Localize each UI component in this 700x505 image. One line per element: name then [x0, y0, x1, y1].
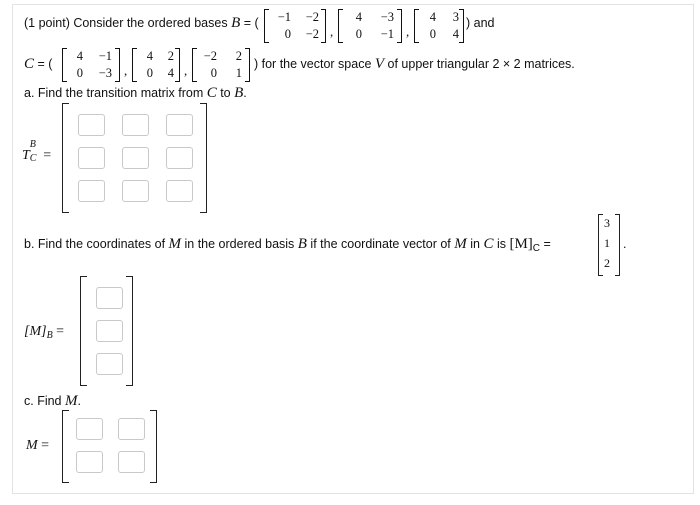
answer-input-a-r3c1[interactable] — [78, 180, 105, 202]
part-b-text: b. Find the coordinates of — [24, 237, 169, 251]
answer-input-c-r2c2[interactable] — [118, 451, 145, 473]
answer-input-a-r1c1[interactable] — [78, 114, 105, 136]
answer-input-a-r3c3[interactable] — [166, 180, 193, 202]
label-M: M — [26, 438, 38, 453]
period: . — [243, 86, 247, 100]
to-text: to — [216, 86, 235, 100]
answer-input-b-2[interactable] — [96, 320, 123, 342]
answer-input-c-r2c1[interactable] — [76, 451, 103, 473]
coordinates-B-label — [24, 324, 64, 341]
label-M: [M] — [24, 324, 47, 339]
part-b-text: in — [466, 237, 484, 251]
symbol-B: B — [297, 236, 307, 252]
upper-triangular-text: of upper triangular 2 × 2 matrices. — [384, 57, 575, 71]
symbol-B: B — [234, 85, 244, 101]
matrix-cell: 4 — [355, 10, 362, 24]
matrix-cell: −2 — [305, 27, 319, 41]
matrix-cell: 4 — [429, 10, 436, 24]
basis-C-label — [24, 56, 52, 72]
coord-vector-entry: 2 — [604, 256, 610, 270]
symbol-C: C — [483, 236, 494, 252]
part-b-text: in the ordered basis — [181, 237, 298, 251]
matrix-cell: −3 — [380, 10, 394, 24]
basis-B-matrix-1 — [264, 9, 326, 43]
label-sub: B — [46, 330, 53, 341]
matrix-left-bracket — [62, 103, 69, 213]
answer-input-a-r2c3[interactable] — [166, 147, 193, 169]
part-b-prompt — [24, 236, 551, 257]
basis-B-matrix-2 — [338, 9, 402, 43]
matrix-cell: −2 — [305, 10, 319, 24]
equals-sign: = — [39, 148, 52, 163]
equals-sign: = — [52, 324, 65, 339]
matrix-cell: 0 — [210, 66, 217, 80]
coord-label-sub: C — [532, 243, 541, 254]
symbol-M: M — [168, 236, 182, 252]
answer-input-a-r2c2[interactable] — [122, 147, 149, 169]
coord-vector-right-bracket — [615, 214, 620, 276]
symbol-V: V — [374, 56, 385, 72]
matrix-cell: −3 — [98, 66, 112, 80]
part-a-text: a. Find the transition matrix from — [24, 86, 207, 100]
comma: , — [330, 24, 334, 39]
basis-C-matrix-2 — [132, 48, 180, 82]
symbol-B: B — [231, 15, 241, 31]
basis-C-matrix-3 — [192, 48, 250, 82]
vector-space-text: ) for the vector space — [254, 57, 375, 71]
symbol-M: M — [454, 236, 467, 252]
matrix-cell: 0 — [429, 27, 436, 41]
vector-right-bracket — [126, 276, 133, 386]
matrix-cell: −1 — [98, 49, 112, 63]
label-sup: B — [29, 139, 36, 150]
problem-intro-line — [24, 15, 259, 31]
answer-input-b-3[interactable] — [96, 353, 123, 375]
coord-vector-left-bracket — [598, 214, 603, 276]
period: . — [77, 394, 81, 408]
M-answer-label — [26, 438, 49, 454]
matrix-cell: −1 — [380, 27, 394, 41]
basis-C-matrix-1 — [62, 48, 120, 82]
comma: , — [184, 63, 188, 78]
part-b-text: if the coordinate vector of — [306, 237, 455, 251]
symbol-C: C — [24, 56, 35, 72]
answer-input-a-r3c2[interactable] — [122, 180, 149, 202]
equals-sign: = — [37, 438, 50, 453]
part-c-prompt — [24, 393, 81, 409]
matrix-cell: 4 — [76, 49, 83, 63]
matrix-cell: 0 — [284, 27, 291, 41]
matrix-cell: 0 — [146, 66, 153, 80]
comma: , — [124, 63, 128, 78]
matrix-cell: 4 — [167, 66, 174, 80]
coord-label: [M] — [509, 236, 533, 252]
answer-input-b-1[interactable] — [96, 287, 123, 309]
matrix-cell: 2 — [235, 49, 242, 63]
matrix-cell: 3 — [452, 10, 459, 24]
answer-input-a-r1c3[interactable] — [166, 114, 193, 136]
matrix-cell: 0 — [76, 66, 83, 80]
matrix-cell: −2 — [203, 49, 217, 63]
vector-space-line — [254, 56, 575, 72]
matrix-cell: 4 — [452, 27, 459, 41]
answer-input-c-r1c1[interactable] — [76, 418, 103, 440]
matrix-cell: 4 — [146, 49, 153, 63]
matrix-cell: 2 — [167, 49, 174, 63]
matrix-left-bracket — [62, 410, 69, 483]
comma: , — [406, 24, 410, 39]
and-text: ) and — [466, 16, 495, 30]
intro-text: (1 point) Consider the ordered bases — [24, 16, 232, 30]
transition-matrix-label — [22, 139, 52, 164]
part-c-text: c. Find — [24, 394, 65, 408]
basis-B-matrix-3 — [414, 9, 464, 43]
equals-text: = ( — [240, 16, 259, 30]
symbol-M: M — [65, 393, 78, 409]
part-b-text: is — [493, 237, 510, 251]
symbol-C: C — [206, 85, 217, 101]
period: . — [623, 237, 627, 251]
matrix-cell: 0 — [355, 27, 362, 41]
answer-input-a-r2c1[interactable] — [78, 147, 105, 169]
equals-sign: = — [540, 237, 551, 251]
equals-text: = ( — [34, 57, 53, 71]
matrix-right-bracket — [200, 103, 207, 213]
answer-input-c-r1c2[interactable] — [118, 418, 145, 440]
label-sub: C — [29, 153, 37, 164]
answer-input-a-r1c2[interactable] — [122, 114, 149, 136]
part-a-prompt — [24, 85, 247, 101]
matrix-right-bracket — [150, 410, 157, 483]
vector-left-bracket — [80, 276, 87, 386]
matrix-cell: 1 — [235, 66, 242, 80]
matrix-cell: −1 — [277, 10, 291, 24]
coord-vector-entry: 3 — [604, 216, 610, 230]
label-T: T — [22, 148, 30, 163]
coord-vector-entry: 1 — [604, 236, 610, 250]
